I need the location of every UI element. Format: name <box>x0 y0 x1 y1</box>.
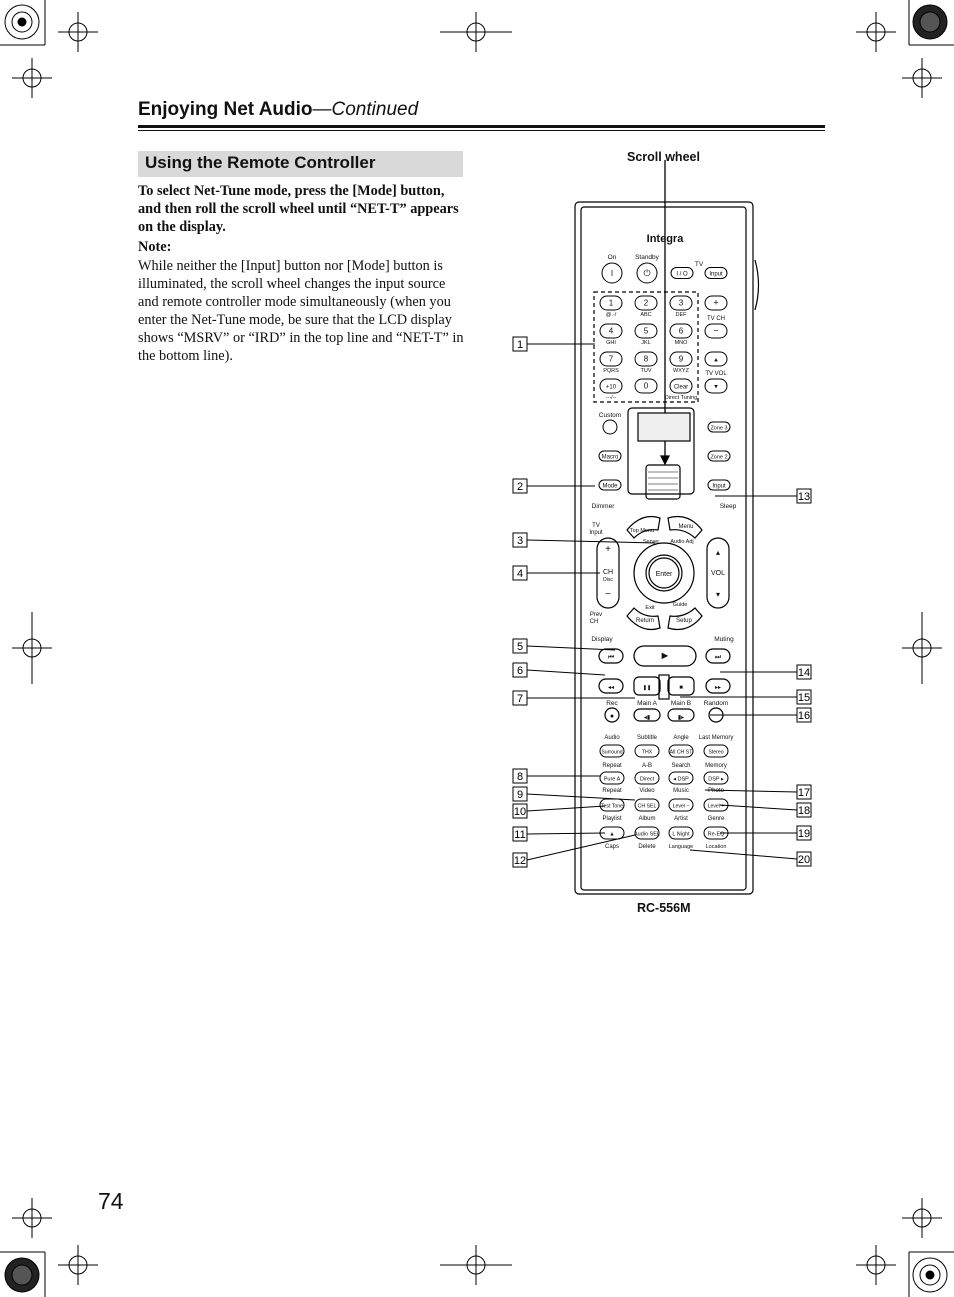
grid-label: Memory <box>705 763 727 769</box>
function-button-label: Direct <box>639 776 655 783</box>
grid-label: Delete <box>638 844 656 850</box>
grid-label: Genre <box>707 816 725 822</box>
crosshair-icon <box>440 12 512 52</box>
callout-left-number: 6 <box>516 665 524 677</box>
vol-down: ▾ <box>715 590 721 599</box>
callout-leader-line <box>690 850 797 859</box>
crosshair-icon <box>440 1245 512 1285</box>
digit-button-label: 1 <box>608 298 614 308</box>
crosshair-icon <box>902 1198 942 1238</box>
callout-left-number: 4 <box>516 568 524 580</box>
digit-button-label: Clear <box>673 384 689 391</box>
callout-left-number: 1 <box>516 339 524 351</box>
digit-letters: TUV <box>640 368 652 374</box>
tv-input-label-1: TV <box>592 523 600 529</box>
digit-button-label: 9 <box>678 354 684 364</box>
function-button-label: L Night <box>672 831 690 838</box>
digit-letters: Direct Tuning <box>664 395 698 401</box>
pause-icon: ❚❚ <box>642 685 652 691</box>
digit-letters: ABC <box>640 312 652 318</box>
exit-label: Exit <box>645 605 655 611</box>
digit-letters: @.-/ <box>605 312 617 318</box>
digit-button-label: 0 <box>643 381 649 391</box>
callout-left-number: 11 <box>514 829 526 841</box>
rewind-icon: ◂◂ <box>607 685 615 691</box>
on-label: On <box>607 254 617 261</box>
callout-leader-line <box>527 835 635 860</box>
crosshair-icon <box>12 58 52 98</box>
callout-left-number: 7 <box>516 693 524 705</box>
dimmer-label: Dimmer <box>591 503 615 510</box>
tv-input-label-2: Input <box>589 530 603 536</box>
macro-button-label: Macro <box>601 454 619 461</box>
function-button-label: Test Tone <box>600 803 624 810</box>
callout-right-number: 13 <box>797 491 811 503</box>
disc-label: Disc <box>603 577 613 583</box>
callout-right-number: 17 <box>797 787 811 799</box>
digit-button-label: 5 <box>643 326 649 336</box>
section-title: Using the Remote Controller <box>145 153 376 172</box>
digit-letters: PQRS <box>603 368 619 374</box>
digit-letters: ---/-- <box>605 395 617 401</box>
digit-letters: GHI <box>606 340 616 346</box>
grid-label: A-B <box>641 763 653 769</box>
callout-left-number: 5 <box>516 641 524 653</box>
grid-label: Artist <box>674 816 688 822</box>
scroll-wheel-caption: Scroll wheel <box>627 150 700 164</box>
digit-button-label: 4 <box>608 326 614 336</box>
return-label: Return <box>635 618 655 624</box>
callout-leader-line <box>705 790 797 792</box>
digit-button-label: 7 <box>608 354 614 364</box>
rec-icon: ● <box>609 713 615 720</box>
callout-leader-line <box>527 794 635 800</box>
function-button-label: Re-EQ <box>707 831 725 838</box>
ch-minus: − <box>605 589 611 600</box>
callout-leader-line <box>720 805 797 810</box>
registration-rosette-icon <box>913 1258 947 1292</box>
callout-left-number: 9 <box>516 789 524 801</box>
main-a-label: Main A <box>637 700 657 707</box>
audio-adj-label: Audio Adj <box>670 539 694 545</box>
top-menu-label: Top Menu <box>629 528 655 534</box>
model-caption: RC-556M <box>637 901 691 915</box>
function-button-label: THX <box>641 749 653 756</box>
callout-right-number: 16 <box>797 710 811 722</box>
page-number: 74 <box>98 1188 124 1214</box>
callout-leader-line <box>527 540 655 543</box>
note-label: Note: <box>138 239 172 255</box>
server-label: Server <box>642 539 660 545</box>
custom-label: Custom <box>598 412 622 419</box>
grid-label: Video <box>639 788 655 794</box>
ch-plus: + <box>605 544 611 555</box>
grid-label: Caps <box>604 844 620 850</box>
grid-label: Language <box>668 844 694 850</box>
function-button-label: Audio SEL <box>634 831 660 838</box>
registration-rosette-icon <box>5 1258 39 1292</box>
forward-icon: ▸▸ <box>714 685 722 691</box>
grid-label: Repeat <box>602 788 622 794</box>
brand-logo: Integra <box>646 233 684 245</box>
menu-label: Menu <box>678 524 694 530</box>
input-button-label: Input <box>712 483 726 490</box>
grid-top-label: Audio <box>604 735 620 741</box>
grid-label: Music <box>673 788 689 794</box>
digit-letters: DEF <box>675 312 687 318</box>
remote-side-wheel <box>755 260 759 310</box>
main-a-icon: ◂▮ <box>643 715 651 721</box>
header-continued: —Continued <box>312 99 419 120</box>
digit-button-label: +10 <box>605 384 617 391</box>
grid-label: Search <box>671 763 691 769</box>
callout-leader-line <box>527 833 605 834</box>
stop-icon: ■ <box>679 685 683 691</box>
callout-right-number: 20 <box>797 854 811 866</box>
crosshair-icon <box>58 12 98 52</box>
setup-label: Setup <box>676 618 692 624</box>
crosshair-icon <box>856 1245 896 1285</box>
function-button-label: DSP ▸ <box>708 776 724 783</box>
sleep-label: Sleep <box>719 503 737 510</box>
rec-label: Rec <box>606 700 618 707</box>
tv-vol-label: TV VOL <box>705 371 727 377</box>
function-button-label: ▲ <box>609 831 615 838</box>
tv-vol-up-button-label: ▴ <box>714 356 718 364</box>
grid-top-label: Angle <box>673 735 689 741</box>
callout-left-number: 12 <box>513 855 527 867</box>
grid-top-label: Last Memory <box>698 735 734 741</box>
header-title: Enjoying Net Audio <box>138 99 313 120</box>
digit-button-label: 6 <box>678 326 684 336</box>
digit-button-label: 2 <box>643 298 649 308</box>
digit-button-label: 8 <box>643 354 649 364</box>
prev-label: Prev <box>589 612 603 618</box>
function-button-label: Surround <box>601 749 623 756</box>
digit-letters: MNO <box>674 340 688 346</box>
prev-track-icon: ⏮ <box>607 654 615 661</box>
standby-icon: ⏻ <box>643 268 651 278</box>
tv-input-button-label: Input <box>709 271 723 278</box>
crosshair-icon <box>12 612 52 684</box>
crosshair-icon <box>856 12 896 52</box>
registration-rosette-icon <box>913 5 947 39</box>
function-button-label: Level + <box>707 803 725 810</box>
crosshair-icon <box>58 1245 98 1285</box>
vol-label: VOL <box>710 570 726 577</box>
tv-ch-down-button-label: − <box>713 325 719 336</box>
digit-button-label: 3 <box>678 298 684 308</box>
next-track-icon: ⏭ <box>714 654 722 661</box>
grid-label: Playlist <box>602 816 622 822</box>
main-b-icon: ▮▸ <box>677 715 685 721</box>
function-button-label: CH SEL <box>637 803 657 810</box>
callout-right-number: 19 <box>797 828 811 840</box>
grid-top-label: Subtitle <box>636 735 658 741</box>
play-icon: ► <box>659 650 671 662</box>
function-button-label: All CH ST <box>669 749 693 756</box>
digit-letters: WXYZ <box>673 368 689 374</box>
callout-right-number: 18 <box>797 805 811 817</box>
callout-left-number: 8 <box>516 771 524 783</box>
main-b-label: Main B <box>670 700 692 707</box>
callout-leader-line <box>527 806 605 811</box>
callout-leaders <box>505 330 825 870</box>
grid-label: Repeat <box>602 763 622 769</box>
callout-left-number: 3 <box>516 535 524 547</box>
muting-label: Muting <box>714 636 734 643</box>
callout-leader-line <box>527 670 605 675</box>
crosshair-icon <box>902 612 942 684</box>
callout-leader-line <box>527 646 615 650</box>
tv-ch-up-button-label: + <box>713 297 719 308</box>
function-button-label: Pure A <box>603 776 621 783</box>
function-button-label: ◂ DSP <box>673 776 689 783</box>
crosshair-icon <box>12 1198 52 1238</box>
mode-button-label: Mode <box>602 483 618 490</box>
grid-label: Location <box>705 844 727 850</box>
ch-label: CH <box>602 569 614 576</box>
digit-letters: JKL <box>641 340 651 346</box>
grid-label: Photo <box>708 788 724 794</box>
standby-label: Standby <box>635 254 659 261</box>
tv-vol-down-button-label: ▾ <box>714 383 718 391</box>
callout-left-number: 10 <box>513 806 527 818</box>
vol-up: ▴ <box>715 548 721 557</box>
registration-rosette-icon <box>5 5 39 39</box>
zone2-button-label: Zone 2 <box>710 454 728 461</box>
note-body: While neither the [Input] button nor [Mode] button is illuminated, the scroll wheel changes the input source and remote controller mode simultaneously (when you enter the Net-Tune mode, be sure that the LCD display shows “MSRV” or “IRD” in the top line and “NET-T” in the bottom line). <box>138 258 464 364</box>
on-button-label: I <box>610 269 614 278</box>
intro-text: To select Net-Tune mode, press the [Mode] button, and then roll the scroll wheel until “NET-T” appears on the display. <box>138 183 459 235</box>
callout-right-number: 14 <box>797 667 811 679</box>
zone3-button-label: Zone 3 <box>710 425 728 432</box>
enter-label: Enter <box>655 571 673 578</box>
tv-label: TV <box>694 261 704 268</box>
tv-ch-label: TV CH <box>707 316 725 322</box>
grid-label: Album <box>638 816 656 822</box>
tv-power-button-label: I / O <box>676 271 688 278</box>
crosshair-icon <box>902 58 942 98</box>
function-button-label: Level − <box>672 803 690 810</box>
callout-right-number: 15 <box>797 692 811 704</box>
function-button-label: Stereo <box>708 749 724 756</box>
callout-left-number: 2 <box>516 481 524 493</box>
display-label: Display <box>591 636 613 643</box>
guide-label: Guide <box>672 602 688 608</box>
random-label: Random <box>703 700 729 707</box>
prev-ch-label: CH <box>589 619 599 625</box>
